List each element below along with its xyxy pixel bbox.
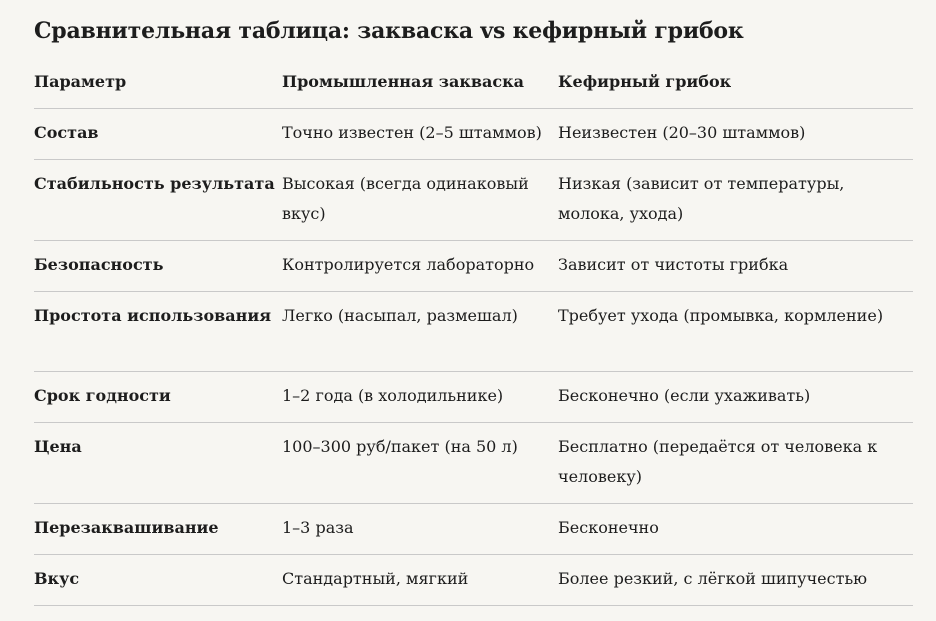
- industrial-cell: [282, 108, 558, 159]
- table-row: [34, 291, 913, 371]
- industrial-cell: [282, 371, 558, 422]
- table-row: [34, 503, 913, 554]
- cell-text: Легко (насыпал, размешал): [282, 305, 518, 325]
- table-row: [34, 371, 913, 422]
- table-row: [34, 159, 913, 240]
- page-title: Сравнительная таблица: закваска vs кефирный грибок: [34, 18, 744, 44]
- cell-text: Состав: [34, 122, 99, 142]
- kefir-cell: [558, 240, 913, 291]
- row-label: [34, 371, 282, 422]
- header-industrial-starter: Промышленная закваска: [282, 60, 558, 108]
- kefir-cell: [558, 554, 913, 605]
- cell-text: Простота использования: [34, 305, 272, 325]
- comparison-table: [34, 60, 913, 606]
- cell-text: Неизвестен (20–30 штаммов): [558, 122, 806, 142]
- cell-text: Срок годности: [34, 385, 171, 405]
- industrial-cell: [282, 159, 558, 240]
- table-row: [34, 240, 913, 291]
- cell-text: Бесплатно (передаётся от человека к человеку): [558, 436, 878, 486]
- row-label: [34, 422, 282, 503]
- table-row: [34, 422, 913, 503]
- row-label: [34, 159, 282, 240]
- cell-text: Контролируется лабораторно: [282, 254, 535, 274]
- cell-text: Бесконечно: [558, 517, 659, 537]
- industrial-cell: [282, 554, 558, 605]
- cell-text: Цена: [34, 436, 82, 456]
- cell-text: 1–3 раза: [282, 517, 354, 537]
- cell-text: Высокая (всегда одинаковый вкус): [282, 173, 529, 223]
- cell-text: Вкус: [34, 568, 80, 588]
- row-label: [34, 291, 282, 371]
- header-parameter: Параметр: [34, 60, 282, 108]
- row-label: [34, 240, 282, 291]
- cell-text: Более резкий, с лёгкой шипучестью: [558, 568, 868, 588]
- cell-text: Безопасность: [34, 254, 164, 274]
- table-row: [34, 554, 913, 605]
- cell-text: Низкая (зависит от температуры, молока, ухода): [558, 173, 845, 223]
- industrial-cell: [282, 422, 558, 503]
- kefir-cell: [558, 503, 913, 554]
- cell-text: Перезаквашивание: [34, 517, 219, 537]
- kefir-cell: [558, 371, 913, 422]
- cell-text: Бесконечно (если ухаживать): [558, 385, 811, 405]
- kefir-cell: [558, 108, 913, 159]
- table-body: [34, 108, 913, 605]
- industrial-cell: [282, 503, 558, 554]
- cell-text: Стабильность результата: [34, 173, 275, 193]
- table-row: [34, 108, 913, 159]
- header-row: [34, 60, 913, 108]
- cell-text: Точно известен (2–5 штаммов): [282, 122, 542, 142]
- cell-text: Стандартный, мягкий: [282, 568, 469, 588]
- header-kefir-grain: Кефирный грибок: [558, 60, 913, 108]
- cell-text: Требует ухода (промывка, кормление): [558, 305, 884, 325]
- cell-text: 100–300 руб/пакет (на 50 л): [282, 436, 518, 456]
- row-label: [34, 503, 282, 554]
- industrial-cell: [282, 291, 558, 371]
- cell-text: 1–2 года (в холодильнике): [282, 385, 504, 405]
- industrial-cell: [282, 240, 558, 291]
- kefir-cell: [558, 422, 913, 503]
- table-header: [34, 60, 913, 108]
- cell-text: Зависит от чистоты грибка: [558, 254, 789, 274]
- kefir-cell: [558, 291, 913, 371]
- row-label: [34, 554, 282, 605]
- row-label: [34, 108, 282, 159]
- kefir-cell: [558, 159, 913, 240]
